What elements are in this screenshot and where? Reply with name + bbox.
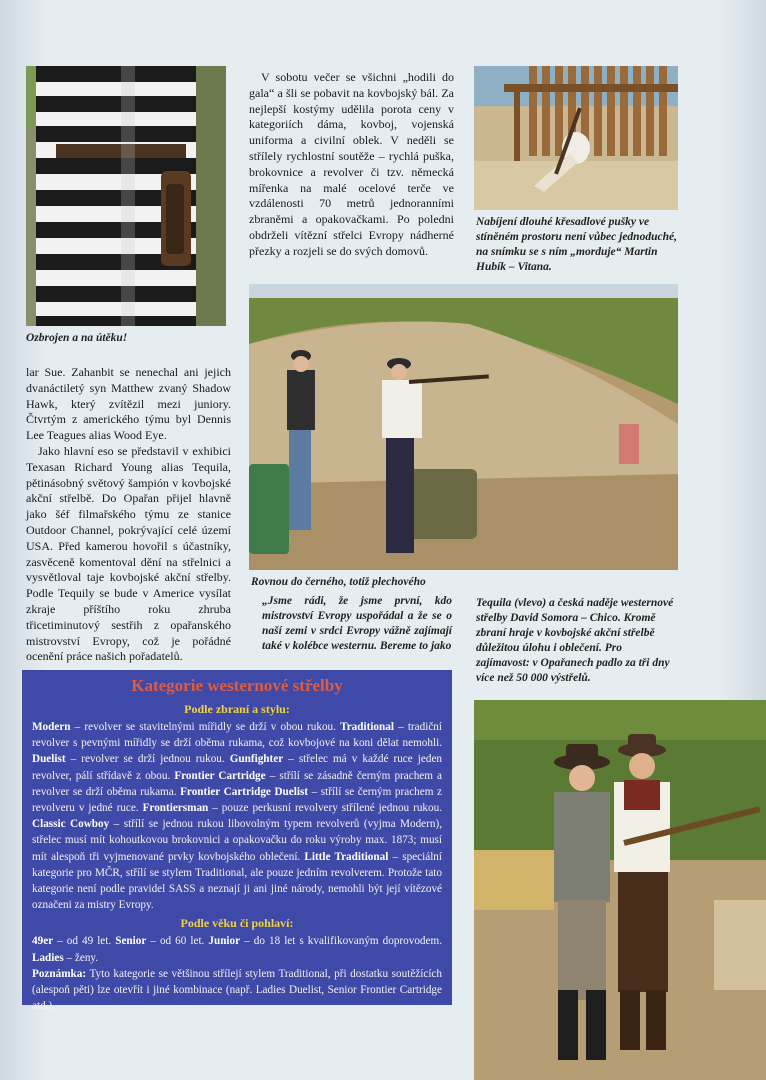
caption-reloading: Nabíjení dlouhé křesadlové pušky ve stíněném prostoru není vůbec jednoduché, na snímku se s ním „morduje“ Martin Hubík – Vitana. — [476, 216, 677, 273]
caption-prisoner: Ozbrojen a na útěku! — [26, 332, 128, 344]
caption-duo: Tequila (vlevo) a česká naděje westernové střelby David Somora – Chico. Kromě zbraní hraje v kovbojské akční střelbě důležitou úlohu i oblečení. Pro zajímavost: v Opařanech padlo za tři dny více než 50 000 výstřelů. — [476, 597, 674, 684]
photo-duo — [474, 700, 766, 1080]
paragraph-tequila: Jako hlavní eso se představil v exhibici Texasan Richard Young alias Tequila, pětinásobný světový šampión v kovbojské akční střelbě. Do Opařan přijel hlavně jako šéf filmařského týmu ze stanice Outdoor Channel, pokrývající celé území USA. Před kamerou hovořil s účastníky, zasvěceně komentoval dění na střelnici a vysvětloval taje kovbojské akční střelby. Podle Tequily se bude v Americe vysílat zkraje příštího roku zhruba třicetiminutový sestřih z opařanského mistrovství Evropy, což je pořádné ocenění práce našich pořadatelů. — [26, 443, 231, 664]
caption-shooting: Rovnou do černého, totiž plechového — [251, 576, 426, 588]
box-subtitle-weapons: Podle zbraní a stylu: — [184, 702, 290, 716]
article-quote: „Jsme rádi, že jsme první, kdo mistrovství Evropy uspořádal a že se o naší zemi v srdci Evropy vážně zajímají také v kolébce westernu. Bereme to jako — [262, 595, 452, 652]
box-subtitle-age: Podle věku či pohlaví: — [180, 916, 294, 931]
box-note: Poznámka: Tyto kategorie se většinou střílejí stylem Traditional, při dostatku soutěžících (alespoň pěti) lze otevřít i jiné kombinace (např. Ladies Duelist, Senior Frontier Cartridge atd.). — [32, 967, 442, 1013]
box-age-list: 49er – od 49 let. Senior – od 60 let. Junior – do 18 let s kvalifikovaným doprovodem. Ladies – ženy. — [32, 935, 442, 964]
photo-reloading — [474, 66, 678, 210]
article-left-column — [26, 365, 231, 665]
paragraph-sue: lar Sue. Zahanbit se nenechal ani jejich dvanáctiletý syn Matthew zvaný Shadow Hawk, který zvítězil mezi juniory. Čtvrtým z amerického týmu byl Dennis Lee Teagues alias Wood Eye. — [26, 365, 231, 443]
paragraph-ball: V sobotu večer se všichni „hodili do gala“ a šli se pobavit na kovbojský bál. Za nejlepší kostýmy udělila porota ceny v kategoriích dáma, kovboj, vojenská uniforma a civilní oblek. V neděli se střílely rychlostní soutěže – rychlá puška, brokovnice a revolver či tzv. německá mířenka na malé ocelové terče ve vzdálenosti 70 metrů jednoranními zbraněmi a opakovačkami. Po poledni obdrželi vítězní střelci Evropy nádherné přezky a rozjeli se do svých domovů. — [249, 70, 454, 258]
photo-shooting — [249, 284, 678, 570]
article-top-paragraph — [249, 70, 454, 260]
box-weapons-list: Modern – revolver se stavitelnými mířidly se drží v obou rukou. Traditional – tradiční revolver s pevnými mířidly se drží oběma rukama, což kovbojové na koni dělat nemohli. Duelist – revolver se drží jednou rukou. Gunfighter – střelec má v každé ruce jeden revolver, pálí střídavě z obou. Frontier Cartridge – střílí se zásadně černým prachem a revolver se drží oběma rukama. Frontier Cartridge Duelist – střílí se černým prachem z revolveru v jedné ruce. Frontiersman – pouze perkusní revolvery střílené jednou rukou. Classic Cowboy – střílí se jednou rukou libovolným typem revolverů (vyjma Modern), střelec musí mít kohoutkovou brokovnici a opakovačku do roku výroby max. 1873; musí mít alespoň tři vyjmenované prvky kovbojského oblečení. Little Traditional – speciální kategorie pro MČR, střílí se stylem Traditional, ale pouze jedním revolverem. Protože tato kategorie není podle pravidel SASS a neznají ji ani jiné národy, nemohli být její vítězové označeni za mistry Evropy. — [32, 721, 443, 912]
categories-box — [22, 670, 452, 1013]
photo-prisoner — [26, 66, 226, 326]
box-title: Kategorie westernové střelby — [131, 676, 343, 695]
